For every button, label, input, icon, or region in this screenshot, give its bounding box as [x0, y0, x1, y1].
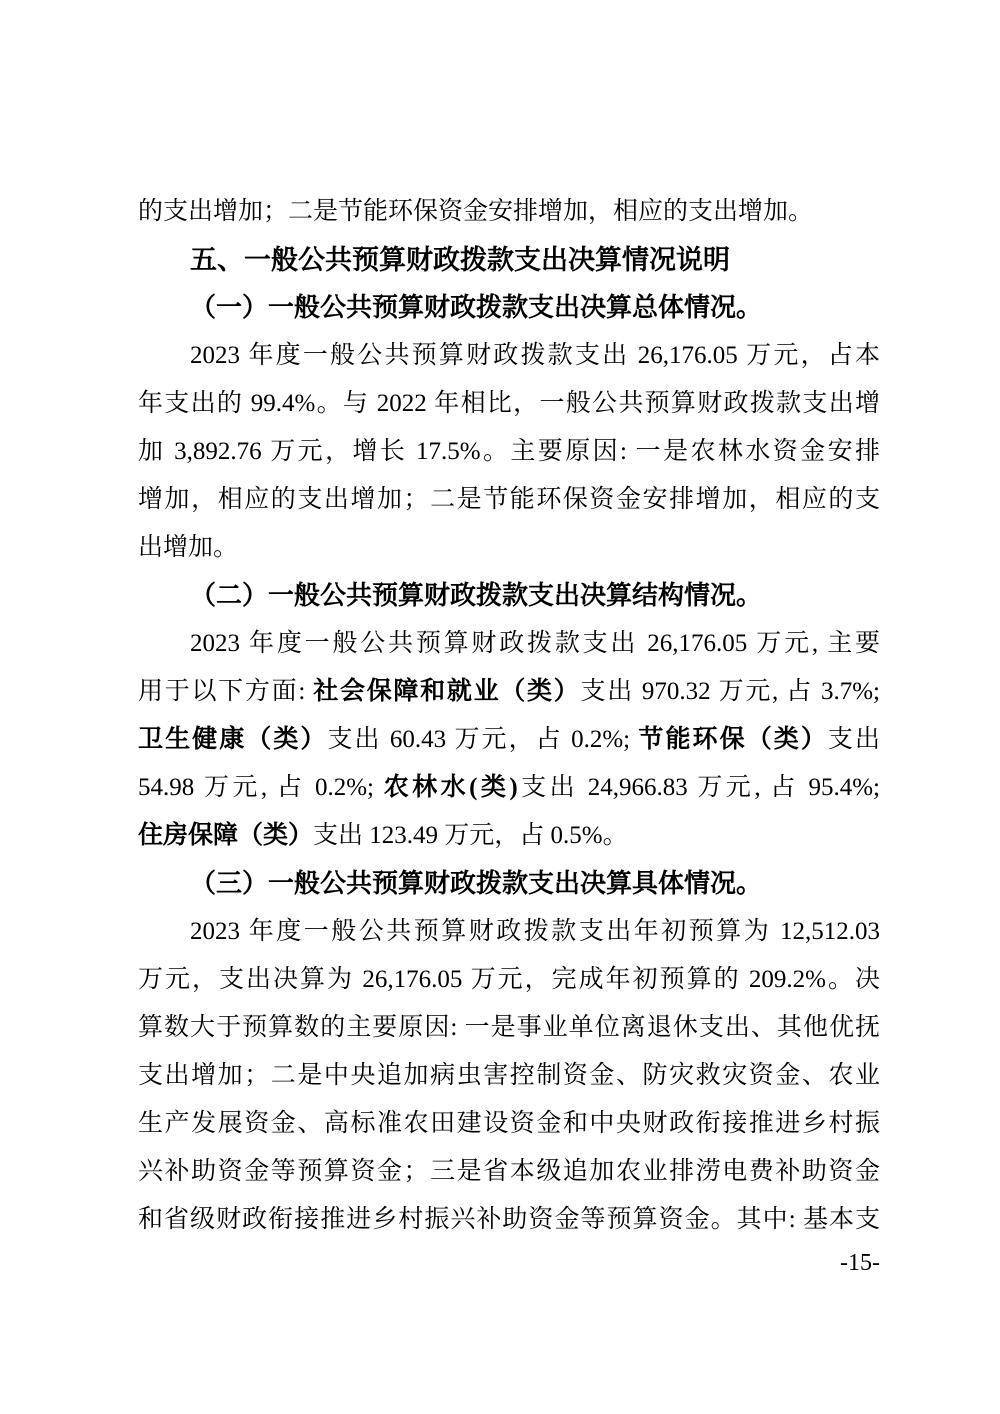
body-line: 加 3,892.76 万元，增长 17.5%。主要原因: 一是农林水资金安排 [138, 438, 880, 465]
subsection-2-heading: （二）一般公共预算财政拨款支出决算结构情况。 [190, 581, 763, 610]
body-text: 支出 123.49 万元，占 0.5%。 [313, 822, 628, 849]
body-line: 生产发展资金、高标准农田建设资金和中央财政衔接推进乡村振 [138, 1110, 880, 1137]
body-line: 兴补助资金等预算资金；三是省本级追加农业排涝电费补助资金 [138, 1158, 880, 1185]
body-line: 2023 年度一般公共预算财政拨款支出 26,176.05 万元，占本 [190, 342, 880, 369]
body-text: 支出 [827, 726, 880, 753]
category-housing-label: 住房保障（类） [138, 822, 314, 849]
category-agriculture-water-label: 农林水(类) [383, 774, 518, 801]
body-line: 增加，相应的支出增加；二是节能环保资金安排增加，相应的支 [138, 486, 880, 513]
category-social-security-label: 社会保障和就业（类） [313, 678, 581, 705]
section-5-heading: 五、一般公共预算财政拨款支出决算情况说明 [190, 245, 730, 275]
subsection-3-heading: （三）一般公共预算财政拨款支出决算具体情况。 [190, 869, 763, 898]
body-line: 支出增加；二是中央追加病虫害控制资金、防灾救灾资金、农业 [138, 1062, 880, 1089]
body-line: 2023 年度一般公共预算财政拨款支出年初预算为 12,512.03 [190, 918, 880, 945]
body-line: 出增加。 [138, 534, 239, 561]
body-line [138, 812, 880, 860]
body-line [138, 764, 880, 812]
carryover-paragraph-line: 的支出增加；二是节能环保资金安排增加，相应的支出增加。 [138, 198, 814, 225]
body-line: 年支出的 99.4%。与 2022 年相比，一般公共预算财政拨款支出增 [138, 390, 880, 417]
body-line: 算数大于预算数的主要原因: 一是事业单位离退休支出、其他优抚 [138, 1014, 880, 1041]
body-text: 支出 60.43 万元，占 0.2%; [327, 726, 639, 753]
body-line: 万元，支出决算为 26,176.05 万元，完成年初预算的 209.2%。决 [138, 966, 880, 993]
body-text: 支出 24,966.83 万元, 占 95.4%; [517, 774, 880, 801]
body-line [138, 668, 880, 716]
body-text: 用于以下方面: [138, 678, 314, 705]
category-health-label: 卫生健康（类） [138, 726, 328, 753]
body-line: 和省级财政衔接推进乡村振兴补助资金等预算资金。其中: 基本支 [138, 1206, 880, 1233]
body-text: 支出 970.32 万元, 占 3.7%; [580, 678, 880, 705]
body-text: 54.98 万元, 占 0.2%; [138, 774, 384, 801]
page-number: -15- [840, 1250, 880, 1276]
body-line [138, 716, 880, 764]
subsection-1-heading: （一）一般公共预算财政拨款支出决算总体情况。 [190, 293, 763, 322]
document-body [138, 188, 880, 1244]
category-energy-conservation-label: 节能环保（类） [638, 726, 828, 753]
body-line: 2023 年度一般公共预算财政拨款支出 26,176.05 万元, 主要 [190, 630, 880, 657]
